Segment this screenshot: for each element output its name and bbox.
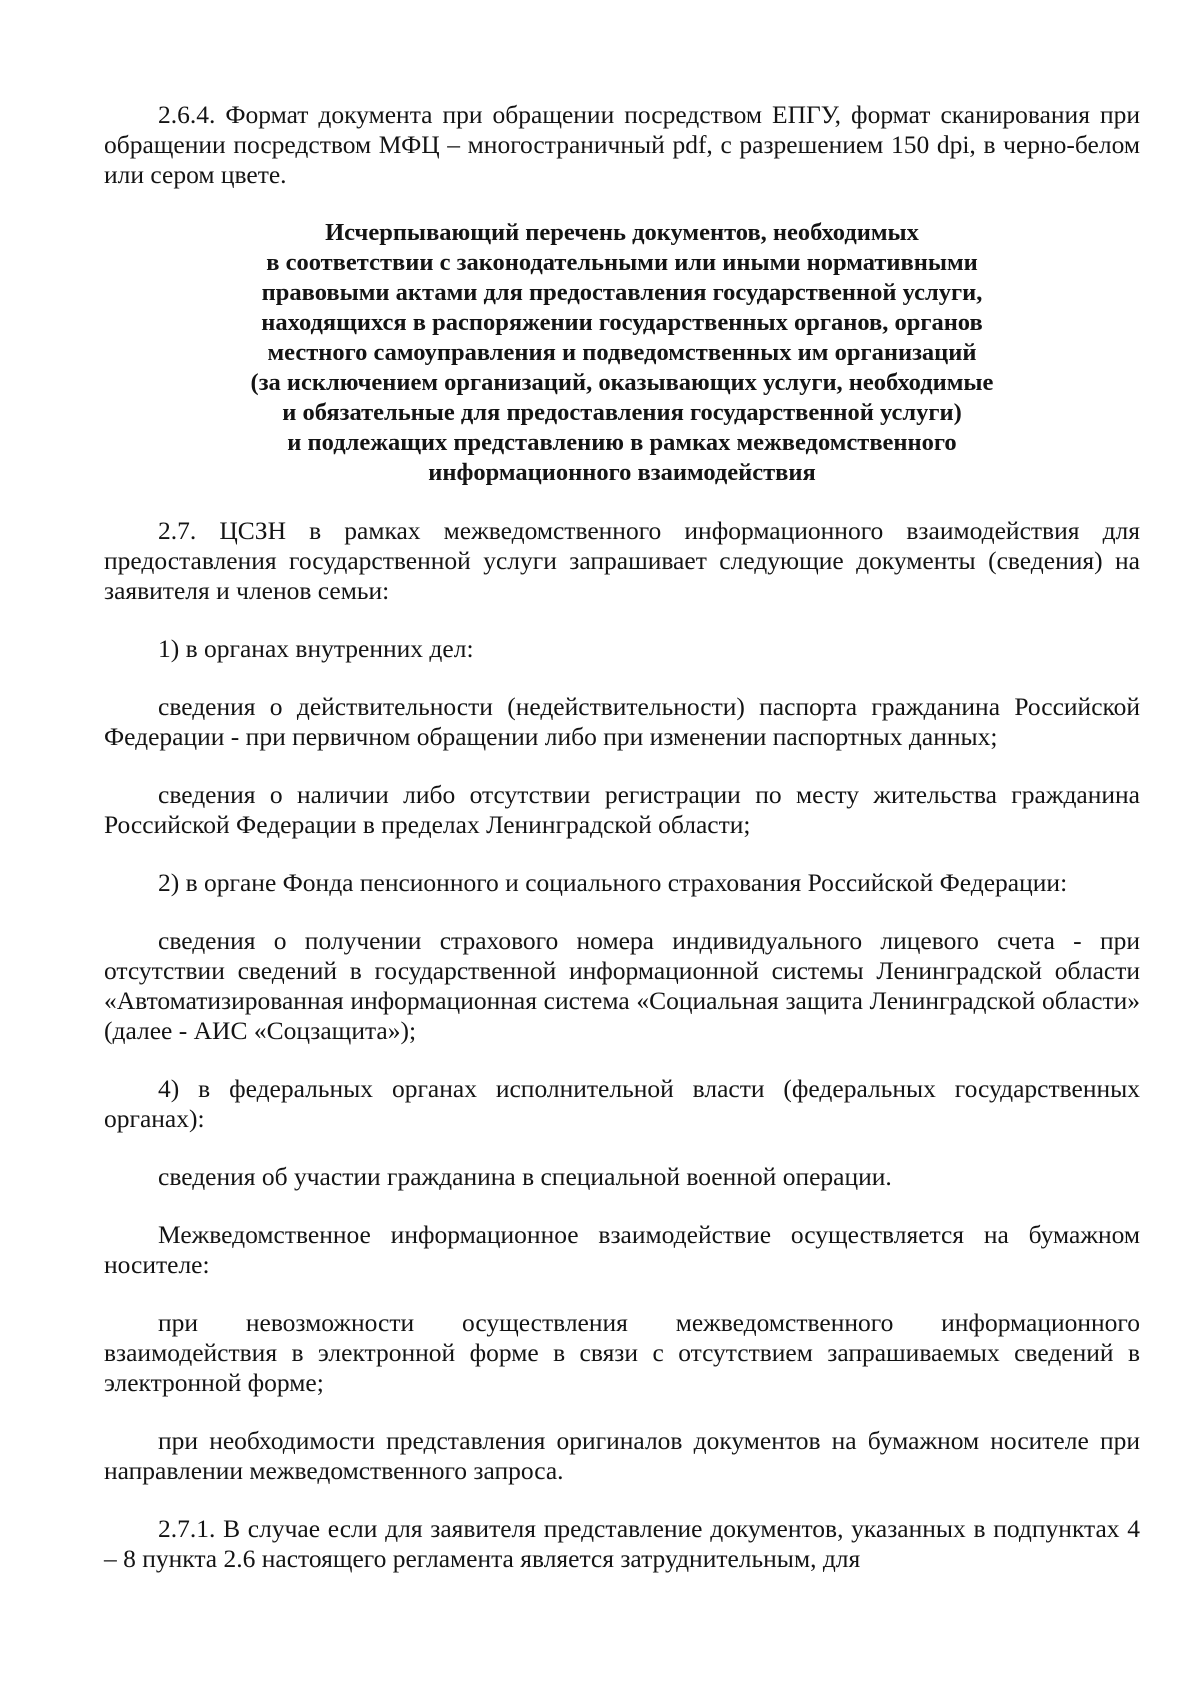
paragraph-originals: при необходимости представления оригиналов документов на бумажном носителе при направлении межведомственного запроса. <box>104 1426 1140 1485</box>
heading-line: местного самоуправления и подведомственных им организаций <box>267 339 977 366</box>
heading-line: (за исключением организаций, оказывающих услуги, необходимые <box>250 369 994 396</box>
list-item-1: 1) в органах внутренних дел: <box>158 634 474 663</box>
paragraph-2-6-4: 2.6.4. Формат документа при обращении посредством ЕПГУ, формат сканирования при обращении посредством МФЦ – многостраничный pdf, с разрешением 150 dpi, в черно-белом или сером цвете. <box>104 100 1140 189</box>
heading-line: информационного взаимодействия <box>428 459 816 486</box>
heading-line: правовыми актами для предоставления государственной услуги, <box>261 279 983 306</box>
document-page <box>104 100 1140 1602</box>
heading-line: находящихся в распоряжении государственных органов, органов <box>261 309 983 336</box>
heading-line: Исчерпывающий перечень документов, необходимых <box>325 219 919 246</box>
paragraph-registration: сведения о наличии либо отсутствии регистрации по месту жительства гражданина Российской Федерации в пределах Ленинградской области; <box>104 780 1140 839</box>
heading-line: и обязательные для предоставления государственной услуги) <box>282 399 962 426</box>
paragraph-passport: сведения о действительности (недействительности) паспорта гражданина Российской Федерации - при первичном обращении либо при изменении паспортных данных; <box>104 692 1140 751</box>
paragraph-svo: сведения об участии гражданина в специальной военной операции. <box>158 1162 892 1191</box>
paragraph-snils: сведения о получении страхового номера индивидуального лицевого счета - при отсутствии сведений в государственной информационной системы Ленинградской области «Автоматизированная информационная система «Социальная защита Ленинградской области» (далее - АИС «Соцзащита»); <box>104 926 1140 1045</box>
paragraph-paper: Межведомственное информационное взаимодействие осуществляется на бумажном носителе: <box>104 1220 1140 1279</box>
paragraph-2-7: 2.7. ЦСЗН в рамках межведомственного информационного взаимодействия для предоставления государственной услуги запрашивает следующие документы (сведения) на заявителя и членов семьи: <box>104 516 1140 605</box>
heading-line: и подлежащих представлению в рамках межведомственного <box>287 429 957 456</box>
paragraph-2-7-1: 2.7.1. В случае если для заявителя представление документов, указанных в подпунктах 4 – 8 пункта 2.6 настоящего регламента является затруднительным, для <box>104 1514 1140 1573</box>
paragraph-impossible: при невозможности осуществления межведомственного информационного взаимодействия в электронной форме в связи с отсутствием запрашиваемых сведений в электронной форме; <box>104 1308 1140 1397</box>
heading-line: в соответствии с законодательными или иными нормативными <box>266 249 978 276</box>
list-item-4: 4) в федеральных органах исполнительной власти (федеральных государственных органах): <box>104 1074 1140 1133</box>
list-item-2: 2) в органе Фонда пенсионного и социального страхования Российской Федерации: <box>158 868 1068 897</box>
section-heading <box>172 218 1072 488</box>
